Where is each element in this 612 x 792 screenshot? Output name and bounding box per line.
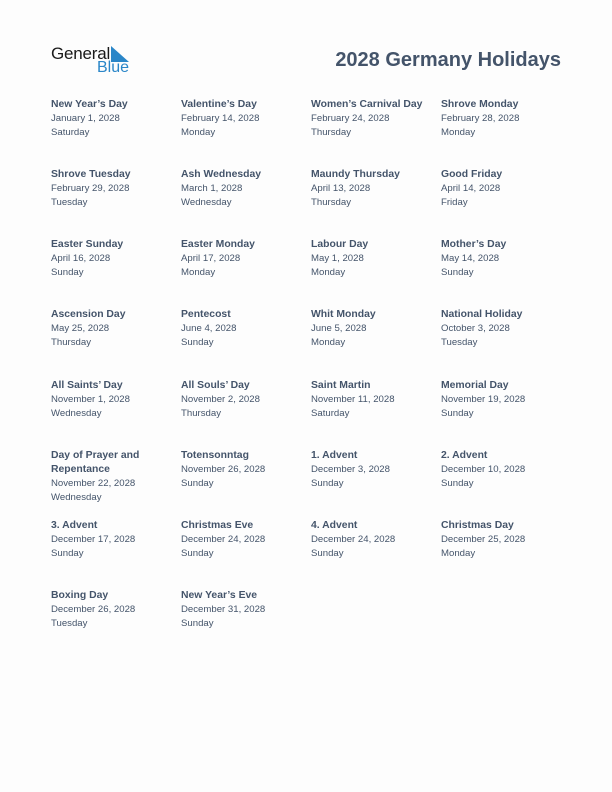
holiday-entry bbox=[311, 168, 437, 210]
holiday-weekday: Thursday bbox=[311, 127, 351, 138]
holiday-entry bbox=[181, 238, 307, 280]
holiday-name: Mother’s Day bbox=[441, 239, 507, 250]
holiday-name: Easter Monday bbox=[181, 239, 255, 250]
holiday-date: November 19, 2028 bbox=[441, 394, 526, 405]
holiday-entry bbox=[311, 449, 437, 491]
holiday-entry bbox=[181, 98, 307, 140]
logo-word-general: General bbox=[51, 44, 111, 63]
holiday-date: November 26, 2028 bbox=[181, 464, 266, 475]
holiday-weekday: Tuesday bbox=[51, 197, 88, 208]
holiday-name: Maundy Thursday bbox=[311, 169, 400, 180]
holiday-name: Labour Day bbox=[311, 239, 369, 250]
holiday-entry bbox=[441, 379, 567, 421]
holiday-weekday: Thursday bbox=[311, 197, 351, 208]
holiday-name: Boxing Day bbox=[51, 590, 109, 601]
holiday-date: April 14, 2028 bbox=[441, 183, 501, 194]
holiday-weekday: Monday bbox=[311, 337, 346, 348]
holiday-name: Easter Sunday bbox=[51, 239, 124, 250]
holiday-weekday: Sunday bbox=[311, 478, 344, 489]
holiday-date: December 10, 2028 bbox=[441, 464, 526, 475]
page-title: 2028 Germany Holidays bbox=[335, 49, 561, 71]
holiday-date: February 28, 2028 bbox=[441, 113, 520, 124]
generalblue-logo bbox=[51, 44, 141, 78]
holiday-weekday: Tuesday bbox=[51, 618, 88, 629]
holiday-entry bbox=[441, 238, 567, 280]
holiday-name: 4. Advent bbox=[311, 520, 358, 531]
holiday-name: Whit Monday bbox=[311, 309, 376, 320]
holiday-name: Christmas Day bbox=[441, 520, 514, 531]
holiday-weekday: Sunday bbox=[181, 337, 214, 348]
holiday-date: February 29, 2028 bbox=[51, 183, 130, 194]
holiday-date: December 26, 2028 bbox=[51, 604, 136, 615]
holiday-entry bbox=[181, 589, 307, 631]
holiday-date: April 13, 2028 bbox=[311, 183, 371, 194]
holiday-entry bbox=[311, 238, 437, 280]
holiday-weekday: Monday bbox=[181, 267, 216, 278]
holiday-date: November 1, 2028 bbox=[51, 394, 130, 405]
holiday-name: Memorial Day bbox=[441, 380, 509, 391]
holiday-weekday: Saturday bbox=[51, 127, 90, 138]
holiday-date: December 24, 2028 bbox=[181, 534, 266, 545]
holiday-date: April 17, 2028 bbox=[181, 253, 241, 264]
holiday-name: 1. Advent bbox=[311, 450, 358, 461]
holiday-date: December 31, 2028 bbox=[181, 604, 266, 615]
holiday-weekday: Monday bbox=[311, 267, 346, 278]
holiday-date: February 24, 2028 bbox=[311, 113, 390, 124]
holiday-weekday: Thursday bbox=[51, 337, 91, 348]
holiday-entry bbox=[51, 238, 177, 280]
holiday-name: Valentine’s Day bbox=[181, 99, 257, 110]
holiday-weekday: Tuesday bbox=[441, 337, 478, 348]
holiday-entry bbox=[181, 168, 307, 210]
holiday-entry bbox=[441, 98, 567, 140]
holiday-date: November 2, 2028 bbox=[181, 394, 260, 405]
holiday-date: April 16, 2028 bbox=[51, 253, 111, 264]
holiday-weekday: Wednesday bbox=[181, 197, 232, 208]
holiday-date: November 11, 2028 bbox=[311, 394, 395, 405]
holiday-date: December 24, 2028 bbox=[311, 534, 396, 545]
holiday-name: Christmas Eve bbox=[181, 520, 254, 531]
holiday-weekday: Thursday bbox=[181, 408, 221, 419]
holiday-entry bbox=[51, 519, 177, 561]
holiday-entry bbox=[181, 449, 307, 491]
holiday-name: 3. Advent bbox=[51, 520, 98, 531]
holiday-weekday: Saturday bbox=[311, 408, 350, 419]
holiday-entry bbox=[51, 449, 177, 505]
holiday-entry bbox=[181, 379, 307, 421]
holiday-entry bbox=[181, 308, 307, 350]
holiday-weekday: Wednesday bbox=[51, 492, 102, 503]
holiday-date: May 25, 2028 bbox=[51, 323, 110, 334]
holiday-entry bbox=[51, 589, 177, 631]
holiday-name: All Souls’ Day bbox=[181, 380, 250, 391]
holiday-name: Women’s Carnival Day bbox=[311, 99, 423, 110]
holiday-entry bbox=[311, 519, 437, 561]
holiday-entry bbox=[51, 98, 177, 140]
holiday-name: Day of Prayer and Repentance bbox=[51, 450, 140, 475]
holiday-weekday: Monday bbox=[441, 548, 476, 559]
holiday-name: Totensonntag bbox=[181, 450, 249, 461]
holiday-entry bbox=[51, 308, 177, 350]
holiday-name: Pentecost bbox=[181, 309, 231, 320]
holiday-entry bbox=[441, 168, 567, 210]
holiday-date: December 17, 2028 bbox=[51, 534, 136, 545]
holiday-weekday: Monday bbox=[181, 127, 216, 138]
holiday-entry bbox=[311, 308, 437, 350]
holiday-date: October 3, 2028 bbox=[441, 323, 510, 334]
holiday-weekday: Sunday bbox=[311, 548, 344, 559]
holiday-weekday: Sunday bbox=[51, 267, 84, 278]
holiday-date: May 14, 2028 bbox=[441, 253, 500, 264]
logo-word-blue: Blue bbox=[97, 59, 130, 76]
holiday-weekday: Friday bbox=[441, 197, 468, 208]
holiday-entry bbox=[441, 449, 567, 491]
holiday-date: December 3, 2028 bbox=[311, 464, 390, 475]
holiday-weekday: Sunday bbox=[441, 478, 474, 489]
holiday-name: All Saints’ Day bbox=[51, 380, 123, 391]
holiday-name: Ascension Day bbox=[51, 309, 126, 320]
holiday-weekday: Sunday bbox=[181, 548, 214, 559]
holiday-name: Good Friday bbox=[441, 169, 503, 180]
holiday-entry bbox=[311, 98, 437, 140]
holiday-entry bbox=[441, 519, 567, 561]
holiday-weekday: Sunday bbox=[181, 478, 214, 489]
holiday-date: December 25, 2028 bbox=[441, 534, 526, 545]
holiday-name: Shrove Tuesday bbox=[51, 169, 131, 180]
holiday-weekday: Sunday bbox=[441, 408, 474, 419]
holiday-weekday: Sunday bbox=[181, 618, 214, 629]
holiday-date: March 1, 2028 bbox=[181, 183, 243, 194]
holiday-name: New Year’s Day bbox=[51, 99, 128, 110]
holiday-weekday: Wednesday bbox=[51, 408, 102, 419]
holiday-entry bbox=[311, 379, 437, 421]
holiday-date: January 1, 2028 bbox=[51, 113, 120, 124]
holiday-entry bbox=[181, 519, 307, 561]
holiday-name: National Holiday bbox=[441, 309, 523, 320]
holiday-date: November 22, 2028 bbox=[51, 478, 136, 489]
holiday-entry bbox=[51, 379, 177, 421]
holiday-date: June 4, 2028 bbox=[181, 323, 237, 334]
holiday-name: Ash Wednesday bbox=[181, 169, 262, 180]
holiday-entry bbox=[51, 168, 177, 210]
holiday-date: February 14, 2028 bbox=[181, 113, 260, 124]
holiday-name: Shrove Monday bbox=[441, 99, 519, 110]
holiday-name: New Year’s Eve bbox=[181, 590, 258, 601]
holiday-date: May 1, 2028 bbox=[311, 253, 364, 264]
holiday-name: Saint Martin bbox=[311, 380, 371, 391]
holiday-weekday: Monday bbox=[441, 127, 476, 138]
holiday-entry bbox=[441, 308, 567, 350]
holiday-weekday: Sunday bbox=[51, 548, 84, 559]
holiday-weekday: Sunday bbox=[441, 267, 474, 278]
holiday-name: 2. Advent bbox=[441, 450, 488, 461]
holiday-date: June 5, 2028 bbox=[311, 323, 367, 334]
